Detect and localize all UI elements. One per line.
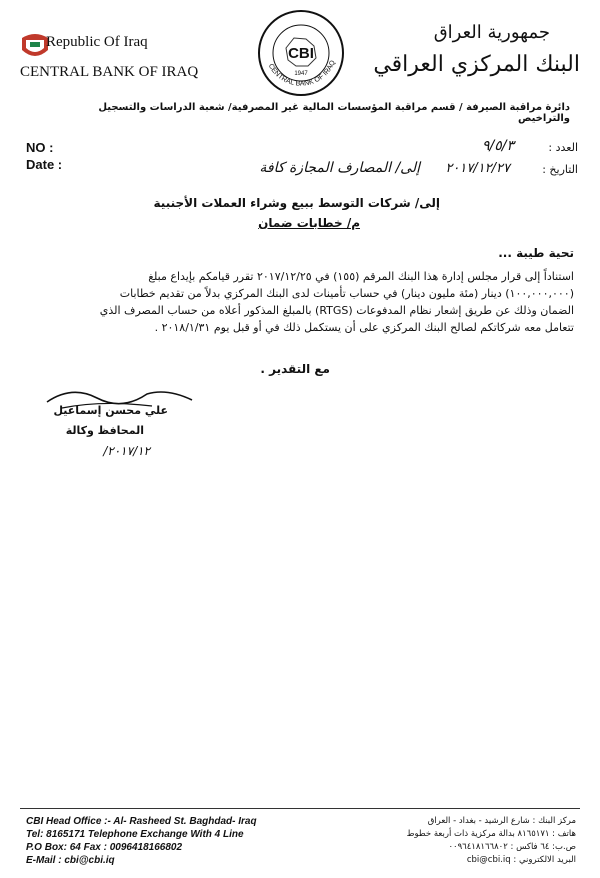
signatory-name: علي محسن إسماعيل	[53, 404, 168, 417]
footer-divider	[20, 808, 580, 809]
handwritten-recipient: إلى/ المصارف المجازة كافة	[259, 160, 420, 176]
number-value: ٩/٥/٣	[482, 138, 514, 154]
body-line: الضمان وذلك عن طريق إشعار نظام المدفوعات (RTGS) بالمبلغ المذكور أعلاه من حساب المصرف الذي	[99, 304, 574, 317]
footer-address-ar: مركز البنك : شارع الرشيد - بغداد - العراق	[427, 816, 576, 826]
footer-tel-ar: هاتف : ٨١٦٥١٧١ بدالة مركزية ذات أربعة خطوط	[406, 829, 576, 839]
date-value: ٢٠١٧/١٢/٢٧	[445, 161, 510, 176]
footer-contact-ar	[407, 815, 576, 867]
body-line: (١٠٠,٠٠٠,٠٠٠) دينار (مئة مليون دينار) في حساب تأمينات لدى البنك المركزي بدلاً من تقديم خطابات	[119, 287, 574, 300]
date-label: Date :	[26, 157, 63, 172]
footer-tel-en: Tel: 8165171 Telephone Exchange With 4 Line	[26, 829, 244, 840]
greeting: تحية طيبة ...	[498, 246, 574, 260]
signature-date: ٢٠١٧/١٢/	[103, 444, 150, 458]
country-name: Republic Of Iraq	[46, 34, 148, 50]
footer-email-en: E-Mail : cbi@cbi.iq	[26, 855, 115, 866]
body-paragraph	[26, 268, 574, 336]
bank-name-en: CENTRAL BANK OF IRAQ	[20, 64, 199, 80]
footer-fax-ar: ص.ب: ٦٤ فاكس : ٠٠٩٦٤١٨١٦٦٨٠٢	[448, 842, 576, 852]
seal-year: 1947	[294, 71, 308, 77]
subject-line: م/ خطابات ضمان	[258, 216, 360, 230]
bank-name-ar: البنك المركزي العراقي	[373, 52, 580, 77]
no-label: NO :	[26, 140, 54, 155]
cbi-seal-logo	[256, 8, 346, 98]
seal-text: CBI	[288, 45, 314, 62]
footer-fax-en: P.O Box: 64 Fax : 0096418166802	[26, 842, 183, 853]
footer-contact-en	[26, 815, 257, 867]
department-line: دائرة مراقبة الصيرفة / قسم مراقبة المؤسسات المالية غير المصرفية/ شعبة الدراسات والتسجيل والتراخيص	[98, 102, 570, 124]
signatory-title: المحافظ وكالة	[65, 424, 144, 437]
seal-ring-path: CENTRAL BANK OF IRAQ	[266, 59, 337, 88]
closing: مع التقدير .	[260, 362, 330, 376]
recipient-line: إلى/ شركات التوسط ببيع وشراء العملات الأجنبية	[153, 196, 440, 210]
footer-email-ar: البريد الالكتروني : cbi@cbi.iq	[466, 855, 576, 865]
body-line: استناداً إلى قرار مجلس إدارة هذا البنك المرقم (١٥٥) في ٢٠١٧/١٢/٢٥ تقرر قيامكم بإيداع مبلغ	[148, 270, 574, 283]
body-line: تتعامل معه شركاتكم لصالح البنك المركزي على أن يستكمل ذلك في أو قبل يوم ٢٠١٨/١/٣١ .	[154, 321, 574, 334]
country-name-ar: جمهورية العراق	[433, 22, 550, 43]
date-label-ar: التاريخ :	[542, 163, 578, 176]
number-label-ar: العدد :	[548, 141, 578, 154]
footer-address-en: CBI Head Office :- Al- Rasheed St. Baghdad- Iraq	[26, 816, 257, 827]
